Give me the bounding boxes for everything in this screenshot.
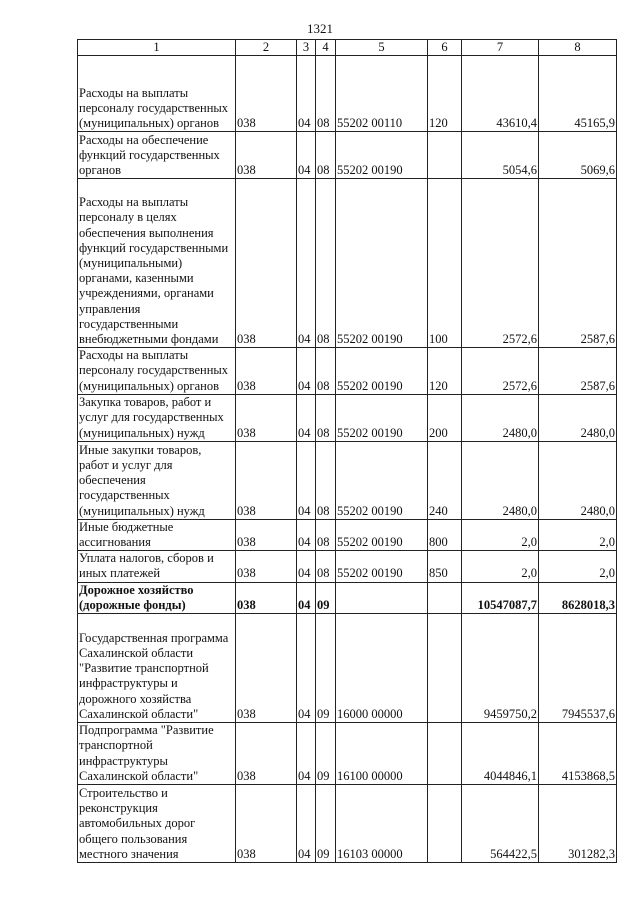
row-name: Расходы на выплаты персоналу государственных (муниципальных) органов — [78, 348, 236, 395]
expense-type-code: 850 — [428, 551, 462, 582]
amount-year-1: 4044846,1 — [462, 723, 539, 785]
table-row — [78, 348, 617, 395]
page-number: 1321 — [307, 21, 333, 36]
column-header: 1 — [78, 40, 236, 56]
ministry-code: 038 — [236, 348, 297, 395]
expense-type-code: 800 — [428, 519, 462, 550]
column-header: 2 — [236, 40, 297, 56]
amount-year-2: 301282,3 — [539, 785, 617, 863]
row-name: Дорожное хозяйство (дорожные фонды) — [78, 582, 236, 613]
row-name: Расходы на выплаты персоналу в целях обеспечения выполнения функций государственными (муниципальными) органами, казенными учреждениями, органами управления государственными внебюджетными фондами — [78, 179, 236, 348]
amount-year-2: 2,0 — [539, 551, 617, 582]
column-header: 3 — [297, 40, 316, 56]
subsection-code: 08 — [316, 551, 336, 582]
amount-year-2: 2587,6 — [539, 348, 617, 395]
section-code: 04 — [297, 56, 316, 132]
amount-year-2: 2480,0 — [539, 394, 617, 441]
subsection-code: 09 — [316, 785, 336, 863]
section-code: 04 — [297, 348, 316, 395]
expense-type-code — [428, 132, 462, 179]
target-article-code: 55202 00190 — [336, 441, 428, 519]
table-row — [78, 132, 617, 179]
section-code: 04 — [297, 132, 316, 179]
row-name: Подпрограмма "Развитие транспортной инфраструктуры Сахалинской области" — [78, 723, 236, 785]
expense-type-code: 240 — [428, 441, 462, 519]
column-header: 4 — [316, 40, 336, 56]
header-row — [78, 40, 617, 56]
target-article-code: 55202 00110 — [336, 56, 428, 132]
section-code: 04 — [297, 582, 316, 613]
subsection-code: 09 — [316, 614, 336, 723]
row-name: Расходы на обеспечение функций государственных органов — [78, 132, 236, 179]
amount-year-2: 2480,0 — [539, 441, 617, 519]
ministry-code: 038 — [236, 441, 297, 519]
ministry-code: 038 — [236, 582, 297, 613]
table-row — [78, 441, 617, 519]
column-header: 8 — [539, 40, 617, 56]
target-article-code: 55202 00190 — [336, 348, 428, 395]
target-article-code: 55202 00190 — [336, 551, 428, 582]
section-code: 04 — [297, 551, 316, 582]
table-body — [78, 56, 617, 863]
subsection-code: 08 — [316, 132, 336, 179]
ministry-code: 038 — [236, 785, 297, 863]
row-name: Строительство и реконструкция автомобильных дорог общего пользования местного значения — [78, 785, 236, 863]
subsection-code: 09 — [316, 582, 336, 613]
amount-year-1: 43610,4 — [462, 56, 539, 132]
section-code: 04 — [297, 614, 316, 723]
target-article-code: 16100 00000 — [336, 723, 428, 785]
expense-type-code — [428, 785, 462, 863]
amount-year-1: 2480,0 — [462, 441, 539, 519]
column-header: 6 — [428, 40, 462, 56]
budget-table — [77, 39, 617, 863]
section-code: 04 — [297, 179, 316, 348]
amount-year-1: 2480,0 — [462, 394, 539, 441]
ministry-code: 038 — [236, 551, 297, 582]
expense-type-code — [428, 723, 462, 785]
table-row — [78, 519, 617, 550]
amount-year-2: 45165,9 — [539, 56, 617, 132]
amount-year-2: 2,0 — [539, 519, 617, 550]
table-row — [78, 551, 617, 582]
section-code: 04 — [297, 441, 316, 519]
table-row — [78, 56, 617, 132]
target-article-code: 55202 00190 — [336, 179, 428, 348]
row-name: Иные закупки товаров, работ и услуг для обеспечения государственных (муниципальных) нужд — [78, 441, 236, 519]
ministry-code: 038 — [236, 56, 297, 132]
amount-year-1: 2,0 — [462, 551, 539, 582]
row-name: Уплата налогов, сборов и иных платежей — [78, 551, 236, 582]
amount-year-1: 2,0 — [462, 519, 539, 550]
ministry-code: 038 — [236, 723, 297, 785]
section-code: 04 — [297, 723, 316, 785]
target-article-code: 16000 00000 — [336, 614, 428, 723]
amount-year-1: 2572,6 — [462, 348, 539, 395]
ministry-code: 038 — [236, 614, 297, 723]
ministry-code: 038 — [236, 132, 297, 179]
subsection-code: 08 — [316, 179, 336, 348]
subsection-code: 09 — [316, 723, 336, 785]
amount-year-2: 8628018,3 — [539, 582, 617, 613]
column-header: 7 — [462, 40, 539, 56]
amount-year-1: 2572,6 — [462, 179, 539, 348]
row-name: Государственная программа Сахалинской области "Развитие транспортной инфраструктуры и дорожного хозяйства Сахалинской области" — [78, 614, 236, 723]
amount-year-2: 2587,6 — [539, 179, 617, 348]
expense-type-code: 100 — [428, 179, 462, 348]
table-row — [78, 614, 617, 723]
table-row — [78, 394, 617, 441]
target-article-code: 55202 00190 — [336, 132, 428, 179]
subsection-code: 08 — [316, 519, 336, 550]
target-article-code: 55202 00190 — [336, 394, 428, 441]
expense-type-code — [428, 614, 462, 723]
amount-year-2: 5069,6 — [539, 132, 617, 179]
table-row — [78, 723, 617, 785]
expense-type-code — [428, 582, 462, 613]
row-name: Иные бюджетные ассигнования — [78, 519, 236, 550]
amount-year-1: 10547087,7 — [462, 582, 539, 613]
target-article-code — [336, 582, 428, 613]
ministry-code: 038 — [236, 179, 297, 348]
row-name: Закупка товаров, работ и услуг для государственных (муниципальных) нужд — [78, 394, 236, 441]
target-article-code: 16103 00000 — [336, 785, 428, 863]
amount-year-1: 5054,6 — [462, 132, 539, 179]
target-article-code: 55202 00190 — [336, 519, 428, 550]
amount-year-2: 4153868,5 — [539, 723, 617, 785]
column-header: 5 — [336, 40, 428, 56]
section-code: 04 — [297, 785, 316, 863]
subsection-code: 08 — [316, 56, 336, 132]
ministry-code: 038 — [236, 519, 297, 550]
subsection-code: 08 — [316, 348, 336, 395]
expense-type-code: 200 — [428, 394, 462, 441]
ministry-code: 038 — [236, 394, 297, 441]
amount-year-1: 564422,5 — [462, 785, 539, 863]
table-row — [78, 785, 617, 863]
table-row — [78, 582, 617, 613]
section-code: 04 — [297, 519, 316, 550]
subsection-code: 08 — [316, 441, 336, 519]
table-row — [78, 179, 617, 348]
expense-type-code: 120 — [428, 348, 462, 395]
amount-year-2: 7945537,6 — [539, 614, 617, 723]
subsection-code: 08 — [316, 394, 336, 441]
row-name: Расходы на выплаты персоналу государственных (муниципальных) органов — [78, 56, 236, 132]
section-code: 04 — [297, 394, 316, 441]
amount-year-1: 9459750,2 — [462, 614, 539, 723]
expense-type-code: 120 — [428, 56, 462, 132]
